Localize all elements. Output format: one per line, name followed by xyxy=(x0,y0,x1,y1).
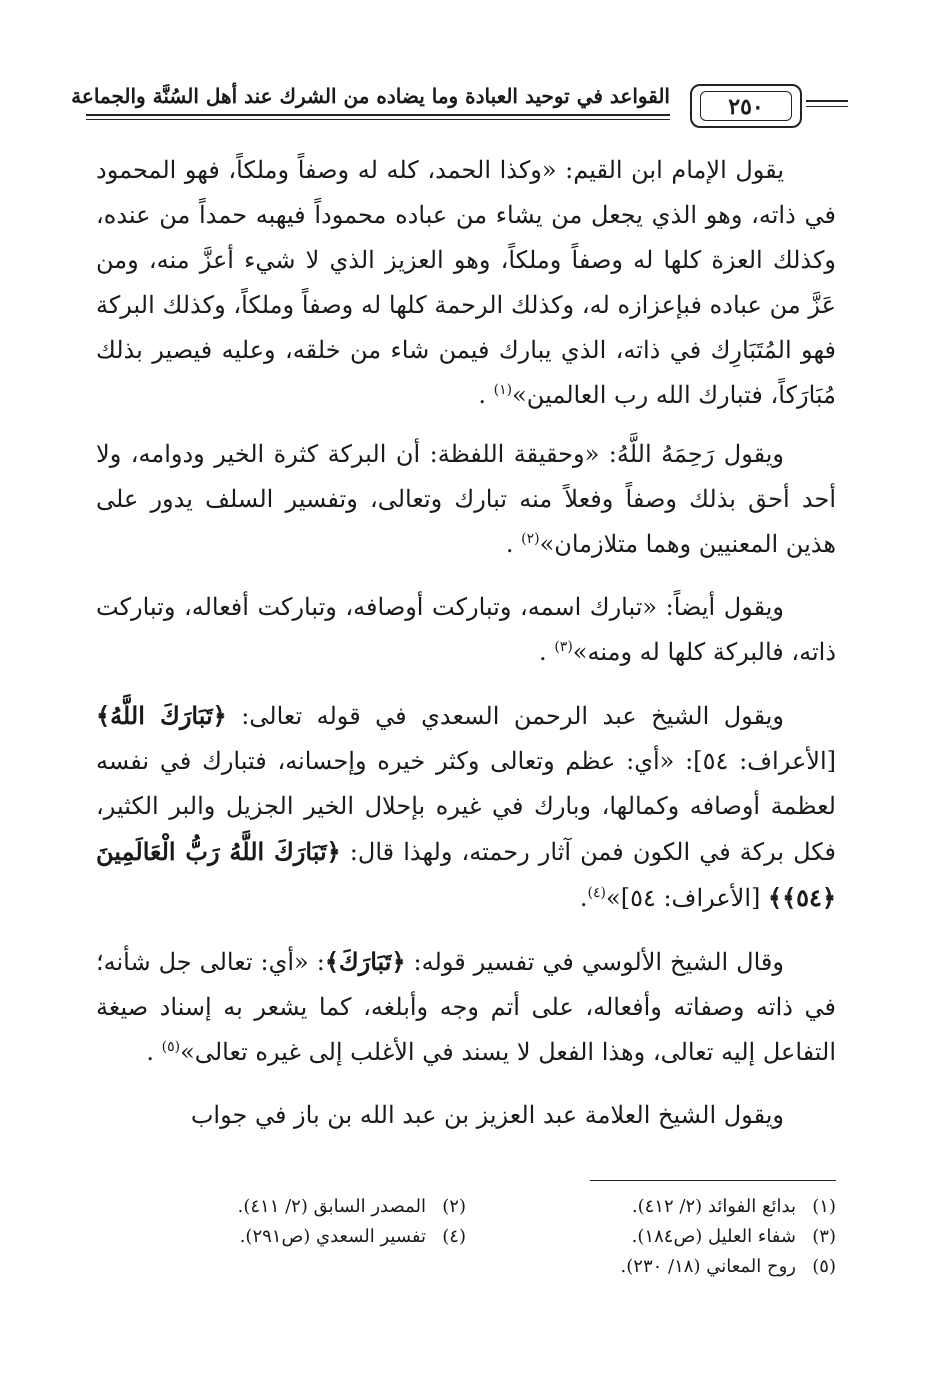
footnotes xyxy=(96,1192,836,1282)
paragraph-bin-baz xyxy=(96,1093,836,1138)
footnote-row xyxy=(96,1252,836,1282)
running-header xyxy=(71,74,848,130)
paragraph-ibn-qayyim-2 xyxy=(96,432,836,567)
footnote-text: المصدر السابق (٢/ ٤١١). xyxy=(237,1196,426,1217)
page-number: ٢٥٠ xyxy=(728,94,764,120)
footnote-marker: (٢) xyxy=(521,531,540,547)
footnote-5 xyxy=(446,1252,836,1282)
paragraph-end: . xyxy=(146,1038,155,1066)
footnote-number: (١) xyxy=(812,1196,836,1217)
paragraph-end: . xyxy=(505,530,514,558)
paragraph-text: وقال الشيخ الألوسي في تفسير قوله: xyxy=(413,948,784,976)
paragraph-end: . xyxy=(478,381,487,409)
footnote-marker: (١) xyxy=(493,382,513,398)
paragraph-text: [الأعراف: ٥٤]: «أي: عظم وتعالى وكثر خيره وإحسانه، فتبارك في نفسه لعظمة أوصافه وكمالها، وبارك في غيره بإحلال الخير الجزيل والبر الكثير، فكل بركة في الكون فمن آثار رحمته، ولهذا قال: xyxy=(96,747,837,866)
quran-verse: ﴿تَبَارَكَ﴾ xyxy=(324,947,406,976)
paragraph-text: : «أي: تعالى جل شأنه؛ في ذاته وصفاته وأفعاله، على أتم وجه وأبلغه، كما يشعر به إسناد صيغة التفاعل إليه تعالى، وهذا الفعل لا يسند في الأغلب إلى غيره تعالى» xyxy=(96,948,836,1066)
footnote-row xyxy=(96,1222,836,1252)
paragraph-text: ويقول رَحِمَهُ اللَّهُ: «وحقيقة اللفظة: أن البركة كثرة الخير ودوامه، ولا أحد أحق بذلك وصفاً وفعلاً منه تبارك وتعالى، وتفسير السلف يدور على هذين المعنيين وهما متلازمان» xyxy=(96,440,836,558)
paragraph-text: يقول الإمام ابن القيم: «وكذا الحمد، كله له وصفاً وملكاً، فهو المحمود في ذاته، وهو الذي يجعل من يشاء من عباده محموداً فيهبه حمداً من عنده، وكذلك العزة كلها له وصفاً وملكاً، وهو العزيز الذي لا شيء أعزَّ منه، ومن عَزَّ من عباده فبإعزازه له، وكذلك الرحمة كلها له وصفاً وملكاً، وكذلك البركة فهو المُتَبَارِك في ذاته، الذي يبارك فيمن شاء من خلقه، وعليه فيصير بذلك مُبَارَكاً، فتبارك الله رب العالمين» xyxy=(96,156,836,409)
footnote-number: (٣) xyxy=(812,1226,836,1247)
footnote-text: شفاء العليل (ص١٨٤). xyxy=(631,1226,796,1247)
paragraph-ibn-qayyim-3 xyxy=(96,585,836,675)
footnote-marker: (٥) xyxy=(161,1039,181,1055)
paragraph-text: ويقول الشيخ عبد الرحمن السعدي في قوله تعالى: xyxy=(241,702,784,730)
footnote-1 xyxy=(466,1192,836,1222)
footnote-marker: (٣) xyxy=(554,639,573,655)
page-number-inner-frame xyxy=(700,91,792,121)
main-text xyxy=(96,148,836,1156)
footnote-4 xyxy=(96,1222,466,1252)
footnote-text: روح المعاني (١٨/ ٢٣٠). xyxy=(620,1256,796,1277)
footnote-number: (٢) xyxy=(442,1196,466,1217)
paragraph-text: [الأعراف: ٥٤]» xyxy=(606,884,761,912)
header-ornament-line-thin xyxy=(806,106,848,107)
footnote-number: (٥) xyxy=(812,1256,836,1277)
paragraph-text: ويقول الشيخ العلامة عبد العزيز بن عبد الله بن باز في جواب xyxy=(190,1101,784,1129)
footnote-separator xyxy=(590,1180,836,1181)
paragraph-saadi xyxy=(96,693,836,921)
header-ornament-line xyxy=(806,100,848,102)
paragraph-end: . xyxy=(539,638,547,666)
paragraph-end: . xyxy=(579,884,588,912)
footnote-3 xyxy=(466,1222,836,1252)
footnote-2 xyxy=(96,1192,466,1222)
header-rule-thin xyxy=(86,119,670,120)
quran-verse: ﴿تَبَارَكَ اللَّهُ رَبُّ الْعَالَمِينَ ﴿٥٤﴾﴾ xyxy=(96,837,836,912)
quran-verse: ﴿تَبَارَكَ اللَّهُ﴾ xyxy=(96,701,227,730)
footnote-text: بدائع الفوائد (٢/ ٤١٢). xyxy=(631,1196,796,1217)
page-number-frame xyxy=(690,84,802,128)
footnote-text: تفسير السعدي (ص٢٩١). xyxy=(239,1226,426,1247)
footnote-number: (٤) xyxy=(442,1226,466,1247)
header-title: القواعد في توحيد العبادة وما يضاده من الشرك عند أهل السُنَّة والجماعة xyxy=(71,84,670,108)
paragraph-ibn-qayyim-1 xyxy=(96,148,836,418)
footnote-marker: (٤) xyxy=(587,885,607,901)
footnote-row xyxy=(96,1192,836,1222)
paragraph-alusi xyxy=(96,939,836,1075)
paragraph-text: ويقول أيضاً: «تبارك اسمه، وتباركت أوصافه، وتباركت أفعاله، وتباركت ذاته، فالبركة كلها له ومنه» xyxy=(96,593,836,666)
header-rule xyxy=(86,114,670,116)
